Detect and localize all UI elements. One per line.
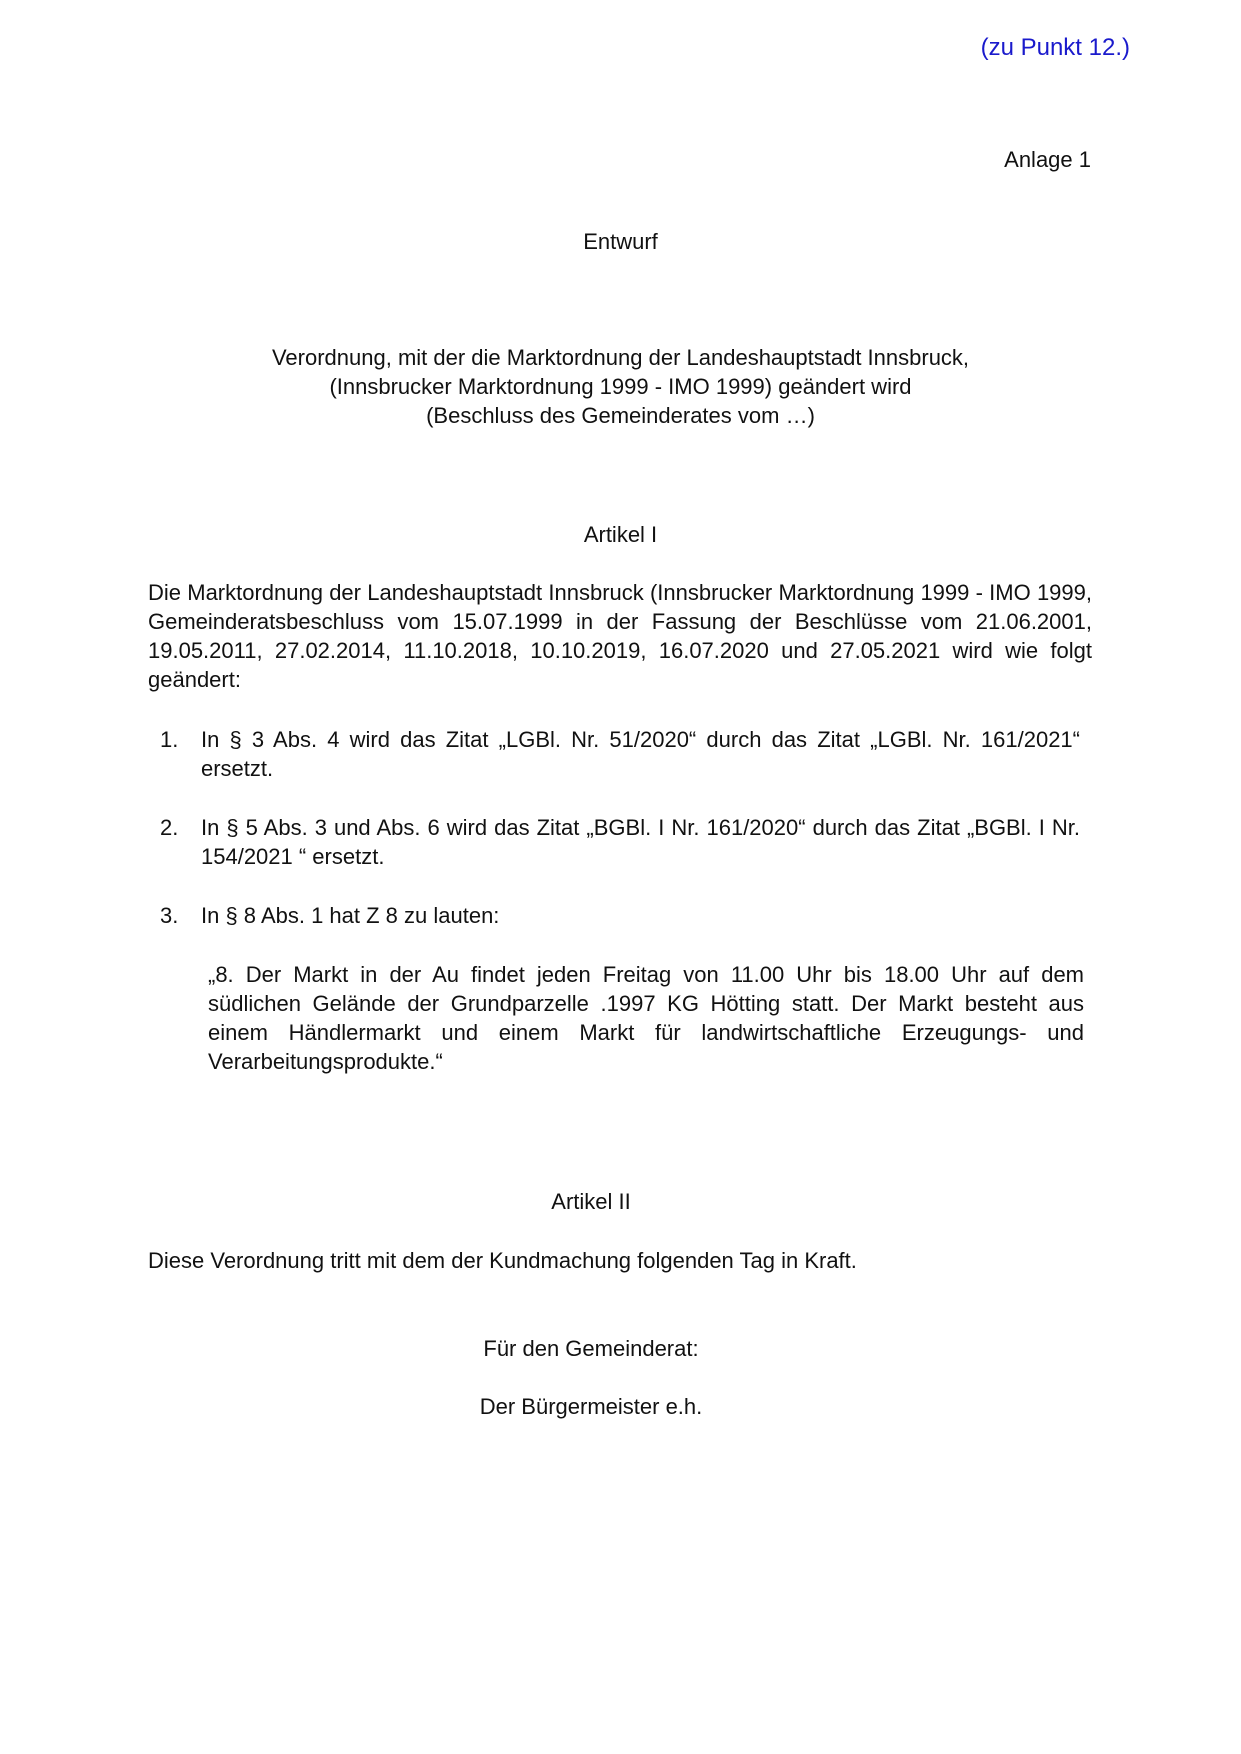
attachment-label: Anlage 1 <box>1004 147 1091 172</box>
list-item-number: 1. <box>160 727 179 752</box>
article-2-heading: Artikel II <box>551 1189 631 1214</box>
draft-label: Entwurf <box>583 229 658 254</box>
amendment-quote: „8. Der Markt in der Au findet jeden Freitag von 11.00 Uhr bis 18.00 Uhr auf dem südlichen Gelände der Grundparzelle .1997 KG Hötting statt. Der Markt besteht aus einem Händlermarkt und einem Markt für landwirtschaftliche Erzeugungs- und Verarbeitungsprodukte.“ <box>208 962 1084 1074</box>
list-item-text: In § 5 Abs. 3 und Abs. 6 wird das Zitat „BGBl. I Nr. 161/2020“ durch das Zitat „BGBl. I Nr. 154/2021 “ ersetzt. <box>201 815 1080 869</box>
list-item-text: In § 8 Abs. 1 hat Z 8 zu lauten: <box>201 903 500 928</box>
list-item-text: In § 3 Abs. 4 wird das Zitat „LGBl. Nr. 51/2020“ durch das Zitat „LGBl. Nr. 161/2021“ ersetzt. <box>201 727 1080 781</box>
signoff-mayor: Der Bürgermeister e.h. <box>479 1394 703 1419</box>
list-item-number: 2. <box>160 815 179 840</box>
signoff-council: Für den Gemeinderat: <box>483 1336 699 1361</box>
article-1-heading: Artikel I <box>583 522 658 547</box>
list-item-number: 3. <box>160 903 179 928</box>
title-line-3: (Beschluss des Gemeinderates vom …) <box>426 403 815 428</box>
reference-note: (zu Punkt 12.) <box>980 34 1130 61</box>
article-2-text: Diese Verordnung tritt mit dem der Kundmachung folgenden Tag in Kraft. <box>148 1248 857 1273</box>
article-1-intro: Die Marktordnung der Landeshauptstadt Innsbruck (Innsbrucker Marktordnung 1999 - IMO 1999, Gemeinderatsbeschluss vom 15.07.1999 in der Fassung der Beschlüsse vom 21.06.2001, 19.05.2011, 27.02.2014, 11.10.2018, 10.10.2019, 16.07.2020 und 27.05.2021 wird wie folgt geändert: <box>148 580 1092 692</box>
title-line-2: (Innsbrucker Marktordnung 1999 - IMO 1999) geändert wird <box>329 374 912 399</box>
title-line-1: Verordnung, mit der die Marktordnung der Landeshauptstadt Innsbruck, <box>271 345 970 370</box>
document-title <box>0 343 1241 430</box>
